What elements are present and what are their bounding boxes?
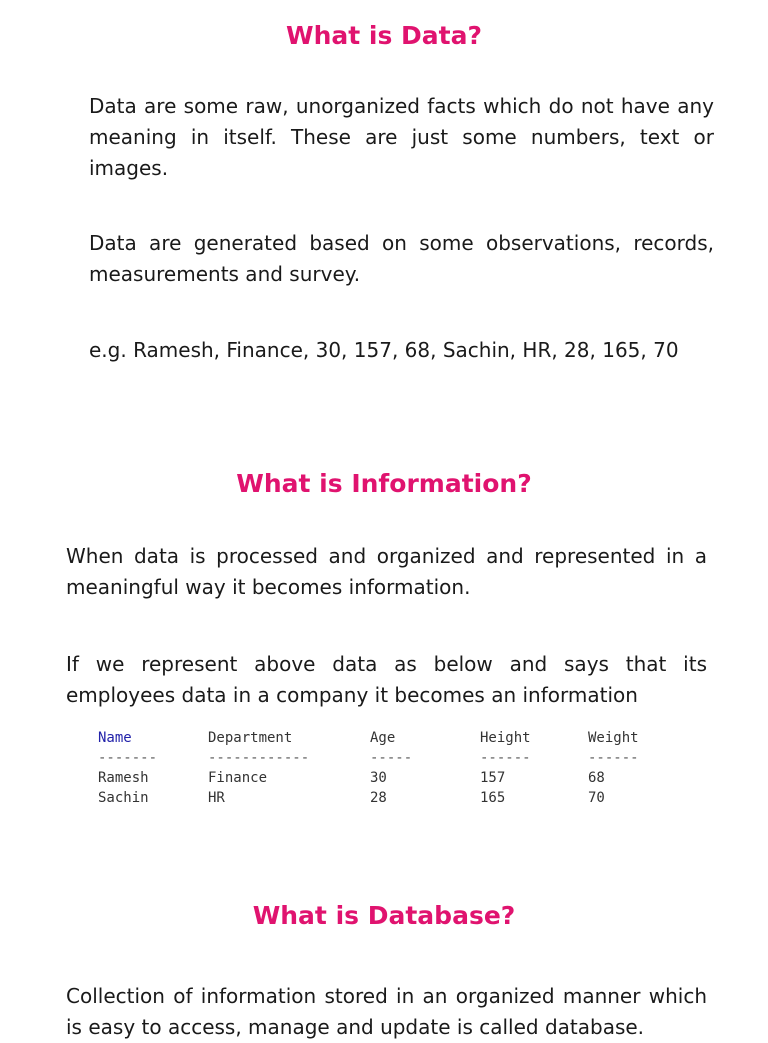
table-cell-weight: 68 — [588, 770, 605, 786]
table-row — [98, 768, 658, 788]
table-cell-age: 28 — [370, 790, 387, 806]
table-separator: ------------ — [208, 750, 310, 766]
table-separator: ------- — [98, 750, 158, 766]
table-cell-department: Finance — [208, 770, 268, 786]
heading-what-is-data: What is Data? — [286, 21, 482, 50]
table-cell-name: Sachin — [98, 790, 149, 806]
paragraph-database-definition: Collection of information stored in an organized manner which is easy to access, manage and update is called database. — [66, 984, 707, 1039]
paragraph-data-generation: Data are generated based on some observations, records, measurements and survey. — [89, 231, 714, 286]
table-separator: ----- — [370, 750, 413, 766]
heading-what-is-information: What is Information? — [236, 469, 532, 498]
table-row — [98, 788, 658, 808]
table-cell-height: 165 — [480, 790, 506, 806]
table-header-row — [98, 728, 658, 748]
table-header-height: Height — [480, 730, 531, 746]
employee-table — [98, 728, 658, 808]
paragraph-information-definition: When data is processed and organized and represented in a meaningful way it becomes information. — [66, 544, 707, 599]
table-header-weight: Weight — [588, 730, 639, 746]
table-cell-weight: 70 — [588, 790, 605, 806]
table-header-name: Name — [98, 730, 132, 746]
table-cell-age: 30 — [370, 770, 387, 786]
table-cell-department: HR — [208, 790, 225, 806]
table-cell-name: Ramesh — [98, 770, 149, 786]
paragraph-data-definition: Data are some raw, unorganized facts which do not have any meaning in itself. These are just some numbers, text or images. — [89, 94, 714, 180]
table-cell-height: 157 — [480, 770, 506, 786]
table-separator: ------ — [588, 750, 639, 766]
table-separator-row — [98, 748, 658, 768]
table-header-age: Age — [370, 730, 396, 746]
paragraph-information-example-intro: If we represent above data as below and says that its employees data in a company it becomes an information — [66, 652, 707, 707]
paragraph-data-example: e.g. Ramesh, Finance, 30, 157, 68, Sachin, HR, 28, 165, 70 — [89, 338, 679, 362]
heading-what-is-database: What is Database? — [252, 901, 516, 930]
table-header-department: Department — [208, 730, 293, 746]
table-separator: ------ — [480, 750, 531, 766]
